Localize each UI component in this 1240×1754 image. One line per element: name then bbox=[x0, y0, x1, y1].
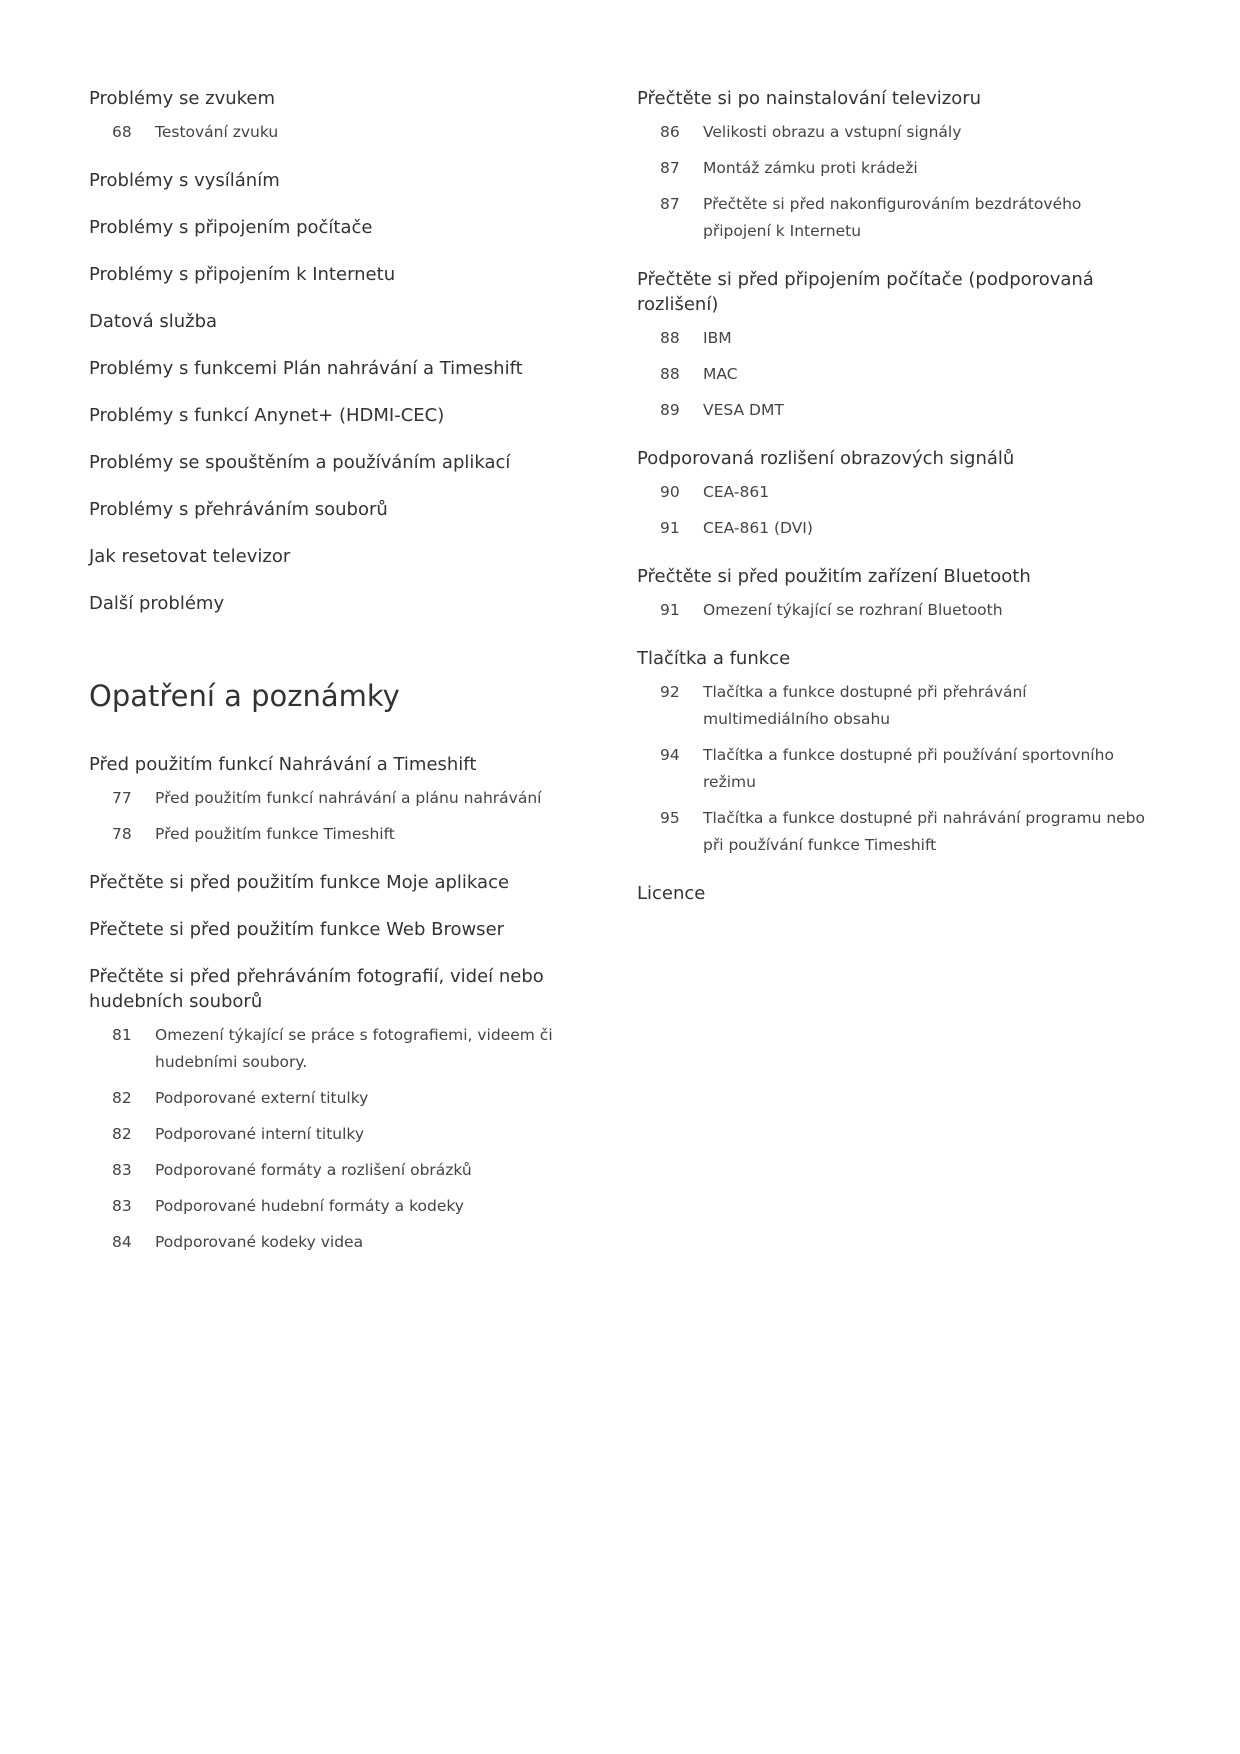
toc-entry-label: CEA-861 bbox=[703, 483, 770, 501]
toc-section bbox=[89, 403, 619, 428]
toc-section bbox=[89, 497, 619, 522]
toc-section bbox=[637, 267, 1147, 424]
toc-entry[interactable] bbox=[89, 119, 619, 146]
toc-entry-label: Podporované kodeky videa bbox=[155, 1233, 364, 1251]
toc-section bbox=[89, 356, 619, 381]
toc-entry[interactable] bbox=[637, 155, 1147, 182]
toc-entry[interactable] bbox=[89, 1229, 619, 1256]
toc-section-title[interactable]: Problémy se spouštěním a používáním aplikací bbox=[89, 452, 511, 473]
toc-entry[interactable] bbox=[89, 1121, 619, 1148]
toc-section-title[interactable]: Problémy s připojením k Internetu bbox=[89, 264, 396, 285]
toc-entry-label: Velikosti obrazu a vstupní signály bbox=[703, 123, 962, 141]
toc-entry-label: Před použitím funkce Timeshift bbox=[155, 825, 395, 843]
toc-entry[interactable] bbox=[637, 679, 1147, 733]
toc-entry-label: Podporované interní titulky bbox=[155, 1125, 365, 1143]
chapter-title: Opatření a poznámky bbox=[89, 679, 400, 713]
toc-entry-page-number: 88 bbox=[660, 365, 680, 383]
toc-entry-list bbox=[89, 1022, 619, 1256]
toc-entry-page-number: 89 bbox=[660, 401, 680, 419]
toc-entry-page-number: 83 bbox=[112, 1197, 132, 1215]
toc-section-title[interactable]: Datová služba bbox=[89, 311, 218, 332]
left-column bbox=[89, 86, 619, 1278]
toc-entry-list bbox=[637, 597, 1147, 624]
toc-entry[interactable] bbox=[637, 742, 1147, 796]
toc-section-title[interactable]: Přečtěte si před přehráváním fotografií, videí nebo hudebních souborů bbox=[89, 966, 544, 1012]
toc-section-title[interactable]: Další problémy bbox=[89, 593, 225, 614]
left-sections-top bbox=[89, 86, 619, 616]
toc-entry[interactable] bbox=[637, 397, 1147, 424]
toc-entry-list bbox=[89, 785, 619, 848]
toc-entry-page-number: 86 bbox=[660, 123, 680, 141]
toc-entry[interactable] bbox=[89, 821, 619, 848]
toc-entry-label: Podporované hudební formáty a kodeky bbox=[155, 1197, 464, 1215]
toc-section-title[interactable]: Přečtěte si před připojením počítače (podporovaná rozlišení) bbox=[637, 269, 1094, 315]
toc-entry-label: Podporované externí titulky bbox=[155, 1089, 369, 1107]
toc-entry[interactable] bbox=[637, 515, 1147, 542]
toc-entry-label: Tlačítka a funkce dostupné při nahrávání programu nebo při používání funkce Timeshift bbox=[703, 809, 1146, 854]
toc-entry-page-number: 82 bbox=[112, 1089, 132, 1107]
toc-section-title[interactable]: Přečtete si před použitím funkce Web Browser bbox=[89, 919, 505, 940]
toc-entry-label: IBM bbox=[703, 329, 732, 347]
toc-section bbox=[89, 917, 619, 942]
toc-entry[interactable] bbox=[637, 325, 1147, 352]
toc-section-title[interactable]: Problémy s funkcemi Plán nahrávání a Timeshift bbox=[89, 358, 523, 379]
toc-section bbox=[637, 86, 1147, 245]
toc-entry-page-number: 83 bbox=[112, 1161, 132, 1179]
toc-section-title[interactable]: Přečtěte si před použitím funkce Moje aplikace bbox=[89, 872, 510, 893]
toc-entry[interactable] bbox=[637, 597, 1147, 624]
toc-entry-page-number: 78 bbox=[112, 825, 132, 843]
toc-entry-label: Přečtěte si před nakonfigurováním bezdrátového připojení k Internetu bbox=[703, 195, 1082, 240]
toc-section bbox=[89, 544, 619, 569]
toc-section-title[interactable]: Jak resetovat televizor bbox=[89, 546, 291, 567]
toc-entry-label: VESA DMT bbox=[703, 401, 784, 419]
toc-section-title[interactable]: Přečtěte si před použitím zařízení Bluetooth bbox=[637, 566, 1031, 587]
toc-entry-page-number: 81 bbox=[112, 1026, 132, 1044]
right-column bbox=[637, 86, 1147, 928]
toc-section-title[interactable]: Problémy s vysíláním bbox=[89, 170, 280, 191]
toc-entry-page-number: 87 bbox=[660, 195, 680, 213]
toc-entry-label: Podporované formáty a rozlišení obrázků bbox=[155, 1161, 472, 1179]
toc-entry-list bbox=[637, 119, 1147, 245]
toc-section bbox=[637, 446, 1147, 542]
toc-entry-label: Testování zvuku bbox=[155, 123, 279, 141]
toc-entry-label: MAC bbox=[703, 365, 738, 383]
toc-entry-label: Omezení týkající se práce s fotografiemi, videem či hudebními soubory. bbox=[155, 1026, 553, 1071]
toc-section-title[interactable]: Licence bbox=[637, 883, 706, 904]
toc-section bbox=[637, 881, 1147, 906]
toc-entry-page-number: 90 bbox=[660, 483, 680, 501]
toc-section bbox=[89, 870, 619, 895]
toc-section bbox=[89, 309, 619, 334]
toc-entry-label: Montáž zámku proti krádeži bbox=[703, 159, 918, 177]
toc-entry-label: Tlačítka a funkce dostupné při přehrávání multimediálního obsahu bbox=[703, 683, 1027, 728]
toc-entry-page-number: 77 bbox=[112, 789, 132, 807]
toc-section bbox=[89, 591, 619, 616]
toc-entry-list bbox=[637, 679, 1147, 859]
toc-section bbox=[89, 964, 619, 1256]
toc-entry[interactable] bbox=[89, 1022, 619, 1076]
toc-entry-label: CEA-861 (DVI) bbox=[703, 519, 813, 537]
right-sections bbox=[637, 86, 1147, 906]
toc-entry-label: Omezení týkající se rozhraní Bluetooth bbox=[703, 601, 1003, 619]
toc-section-title[interactable]: Před použitím funkcí Nahrávání a Timeshift bbox=[89, 754, 477, 775]
toc-entry-page-number: 95 bbox=[660, 809, 680, 827]
toc-entry[interactable] bbox=[89, 1157, 619, 1184]
toc-section-title[interactable]: Problémy se zvukem bbox=[89, 88, 276, 109]
toc-entry-page-number: 91 bbox=[660, 519, 680, 537]
toc-entry-page-number: 92 bbox=[660, 683, 680, 701]
toc-entry[interactable] bbox=[637, 119, 1147, 146]
toc-entry[interactable] bbox=[637, 805, 1147, 859]
toc-entry-page-number: 88 bbox=[660, 329, 680, 347]
toc-section-title[interactable]: Přečtěte si po nainstalování televizoru bbox=[637, 88, 982, 109]
toc-entry-list bbox=[637, 325, 1147, 424]
toc-section bbox=[637, 646, 1147, 859]
toc-section-title[interactable]: Tlačítka a funkce bbox=[637, 648, 791, 669]
toc-section bbox=[89, 262, 619, 287]
toc-section-title[interactable]: Problémy s přehráváním souborů bbox=[89, 499, 388, 520]
toc-entry-page-number: 94 bbox=[660, 746, 680, 764]
toc-entry-list bbox=[89, 119, 619, 146]
toc-entry-page-number: 91 bbox=[660, 601, 680, 619]
toc-section-title[interactable]: Problémy s funkcí Anynet+ (HDMI-CEC) bbox=[89, 405, 445, 426]
toc-section bbox=[89, 752, 619, 848]
toc-entry[interactable] bbox=[89, 785, 619, 812]
toc-entry-label: Tlačítka a funkce dostupné při používání sportovního režimu bbox=[703, 746, 1114, 791]
toc-entry-page-number: 82 bbox=[112, 1125, 132, 1143]
toc-entry[interactable] bbox=[89, 1085, 619, 1112]
toc-entry-page-number: 68 bbox=[112, 123, 132, 141]
toc-section-title[interactable]: Problémy s připojením počítače bbox=[89, 217, 373, 238]
toc-entry[interactable] bbox=[637, 361, 1147, 388]
toc-entry-page-number: 84 bbox=[112, 1233, 132, 1251]
toc-entry-list bbox=[637, 479, 1147, 542]
toc-section bbox=[89, 168, 619, 193]
toc-section bbox=[637, 564, 1147, 624]
toc-entry-label: Před použitím funkcí nahrávání a plánu nahrávání bbox=[155, 789, 542, 807]
toc-entry-page-number: 87 bbox=[660, 159, 680, 177]
toc-section bbox=[89, 450, 619, 475]
toc-entry[interactable] bbox=[89, 1193, 619, 1220]
left-sections-bottom bbox=[89, 752, 619, 1256]
toc-section bbox=[89, 86, 619, 146]
toc-section-title[interactable]: Podporovaná rozlišení obrazových signálů bbox=[637, 448, 1015, 469]
toc-entry[interactable] bbox=[637, 479, 1147, 506]
toc-section bbox=[89, 215, 619, 240]
toc-entry[interactable] bbox=[637, 191, 1147, 245]
